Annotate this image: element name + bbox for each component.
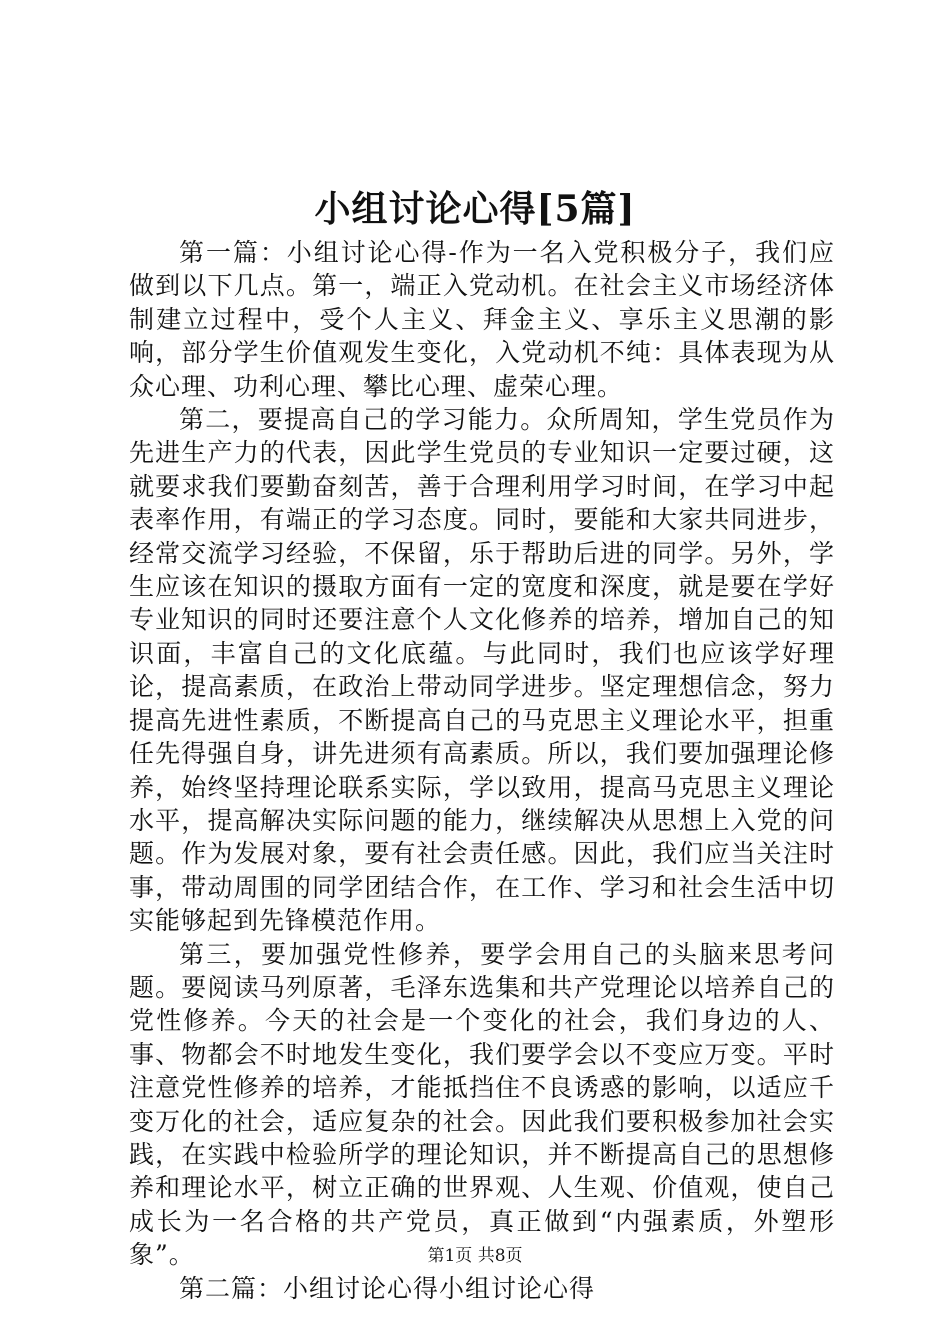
- paragraph-3: 第三，要加强党性修养，要学会用自己的头脑来思考问题。要阅读马列原著，毛泽东选集和共产党理论以培养自己的党性修养。今天的社会是一个变化的社会，我们身边的人、事、物都会不时地发生变化，我们要学会以不变应万变。平时注意党性修养的培养，才能抵挡住不良诱惑的影响，以适应千变万化的社会，适应复杂的社会。因此我们要积极参加社会实践，在实践中检验所学的理论知识，并不断提高自己的思想修养和理论水平，树立正确的世界观、人生观、价值观，使自己成长为一名合格的共产党员，真正做到“内强素质，外塑形象”。: [129, 939, 835, 1270]
- page-number-footer: 第1页 共8页: [427, 1246, 523, 1266]
- paragraph-4: 第二篇：小组讨论心得小组讨论心得: [179, 1273, 596, 1303]
- paragraph-2: 第二，要提高自己的学习能力。众所周知，学生党员作为先进生产力的代表，因此学生党员的专业知识一定要过硬，这就要求我们要勤奋刻苦，善于合理利用学习时间，在学习中起表率作用，有端正的学习态度。同时，要能和大家共同进步，经常交流学习经验，不保留，乐于帮助后进的同学。另外，学生应该在知识的摄取方面有一定的宽度和深度，就是要在学好专业知识的同时还要注意个人文化修养的培养，增加自己的知识面，丰富自己的文化底蕴。与此同时，我们也应该学好理论，提高素质，在政治上带动同学进步。坚定理想信念，努力提高先进性素质，不断提高自己的马克思主义理论水平，担重任先得强自身，讲先进须有高素质。所以，我们要加强理论修养，始终坚持理论联系实际，学以致用，提高马克思主义理论水平，提高解决实际问题的能力，继续解决从思想上入党的问题。作为发展对象，要有社会责任感。因此，我们应当关注时事，带动周围的同学团结合作，在工作、学习和社会生活中切实能够起到先锋模范作用。: [129, 405, 835, 936]
- paragraph-1: 第一篇：小组讨论心得-作为一名入党积极分子，我们应做到以下几点。第一，端正入党动机。在社会主义市场经济体制建立过程中，受个人主义、拜金主义、享乐主义思潮的影响，部分学生价值观发生变化，入党动机不纯：具体表现为从众心理、功利心理、攀比心理、虚荣心理。: [129, 238, 835, 401]
- document-title: 小组讨论心得[5篇]: [314, 188, 636, 230]
- document-body: [129, 236, 835, 1305]
